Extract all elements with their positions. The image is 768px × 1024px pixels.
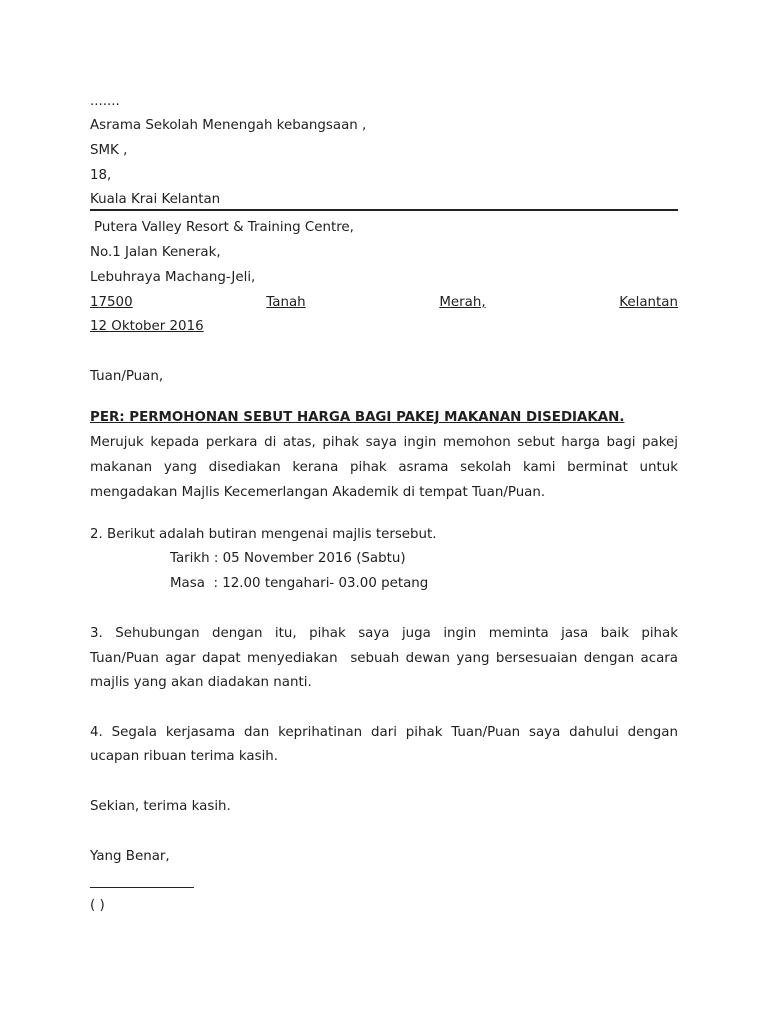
para3-line-1: 3. Sehubungan dengan itu, pihak saya juga ingin meminta jasa baik pihak (90, 626, 678, 641)
event-time: Masa : 12.00 tengahari- 03.00 petang (170, 576, 429, 591)
signature-name: ( ) (90, 898, 105, 913)
sign-off: Yang Benar, (90, 849, 170, 864)
recipient-line-1: Putera Valley Resort & Training Centre, (94, 220, 354, 235)
signature-line (90, 887, 194, 888)
para1-line-3: mengadakan Majlis Kecemerlangan Akademik di tempat Tuan/Puan. (90, 485, 546, 500)
para4-line-2: ucapan ribuan terima kasih. (90, 749, 279, 764)
recipient-area: Tanah (266, 295, 306, 310)
recipient-line-4 (90, 295, 678, 311)
sender-line-3: 18, (90, 168, 112, 183)
letter-date: 12 Oktober 2016 (90, 319, 204, 334)
subject-line: PER: PERMOHONAN SEBUT HARGA BAGI PAKEJ MAKANAN DISEDIAKAN. (90, 410, 625, 425)
para4-line-1: 4. Segala kerjasama dan keprihatinan dari pihak Tuan/Puan saya dahului dengan (90, 725, 678, 740)
para3-line-2: Tuan/Puan agar dapat menyediakan sebuah dewan yang bersesuaian dengan acara (90, 651, 678, 666)
header-divider (90, 209, 678, 211)
sender-line-1: Asrama Sekolah Menengah kebangsaan , (90, 118, 367, 133)
recipient-postcode: 17500 (90, 295, 133, 310)
para1-line-2: makanan yang disediakan kerana pihak asrama sekolah kami berminat untuk (90, 460, 678, 475)
recipient-state: Kelantan (619, 295, 678, 310)
recipient-line-3: Lebuhraya Machang-Jeli, (90, 270, 256, 285)
recipient-line-2: No.1 Jalan Kenerak, (90, 245, 221, 260)
para3-line-3: majlis yang akan diadakan nanti. (90, 675, 312, 690)
closing-text: Sekian, terima kasih. (90, 799, 231, 814)
para2-intro: 2. Berikut adalah butiran mengenai majlis tersebut. (90, 527, 437, 542)
sender-line-4: Kuala Krai Kelantan (90, 192, 221, 207)
recipient-city: Merah, (439, 295, 486, 310)
salutation: Tuan/Puan, (90, 369, 164, 384)
event-date: Tarikh : 05 November 2016 (Sabtu) (170, 551, 406, 566)
para1-line-1: Merujuk kepada perkara di atas, pihak saya ingin memohon sebut harga bagi pakej (90, 435, 678, 450)
sender-line-2: SMK , (90, 143, 128, 158)
sender-dots: ....... (90, 94, 120, 109)
